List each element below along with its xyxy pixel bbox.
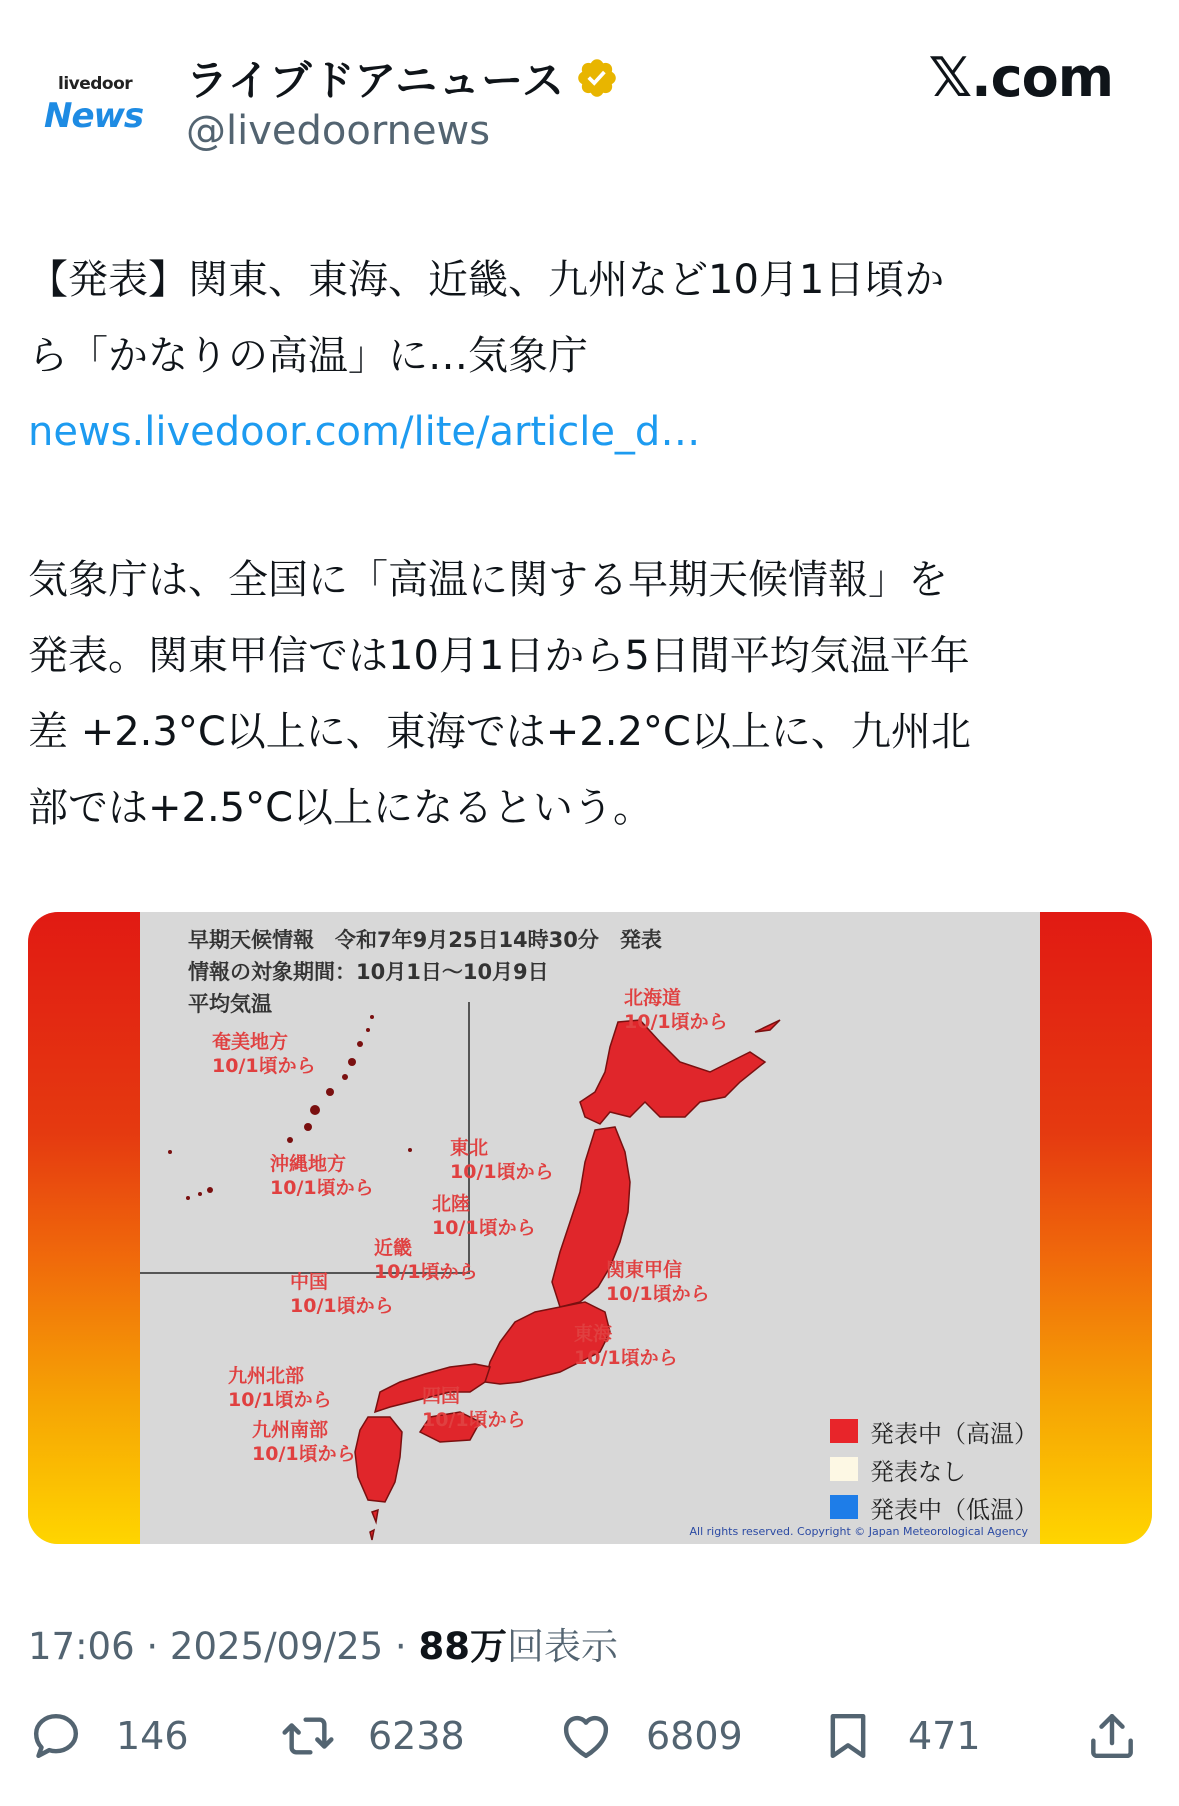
region-label-kyushu-south: 九州南部 10/1頃から (252, 1419, 356, 1465)
map-legend (830, 1412, 1038, 1526)
bookmark-icon (820, 1708, 876, 1764)
heart-icon (558, 1708, 614, 1764)
avatar-brand-bottom: News (44, 96, 144, 136)
repost-button[interactable] (280, 1708, 465, 1764)
region-label-hokuriku: 北陸 10/1頃から (432, 1193, 536, 1239)
region-label-kyushu-north: 九州北部 10/1頃から (228, 1365, 332, 1411)
gradient-border-right (1040, 912, 1152, 1544)
view-label: 回表示 (506, 1625, 618, 1668)
article-link[interactable]: news.livedoor.com/lite/article_d… (28, 409, 701, 455)
action-bar (0, 1700, 1179, 1790)
legend-item: 発表中（低温） (830, 1488, 1038, 1526)
region-label-chugoku: 中国 10/1頃から (290, 1271, 394, 1317)
share-icon (1084, 1708, 1140, 1764)
timestamp[interactable]: 17:06 · 2025/09/25 · (28, 1625, 419, 1668)
gradient-border-left (28, 912, 140, 1544)
tweet-paragraph (28, 542, 1158, 846)
handle[interactable]: @livedoornews (186, 108, 491, 154)
paragraph-line: 部では+2.5°C以上になるという。 (28, 785, 654, 831)
like-button[interactable] (558, 1708, 743, 1764)
reply-button[interactable] (28, 1708, 189, 1764)
map-header-line: 平均気温 (188, 992, 272, 1016)
region-label-shikoku: 四国 10/1頃から (422, 1385, 526, 1431)
like-count: 6809 (646, 1714, 743, 1758)
legend-item: 発表中（高温） (830, 1412, 1038, 1450)
paragraph-line: 発表。関東甲信では10月1日から5日間平均気温平年 (28, 633, 970, 679)
share-button[interactable] (1084, 1708, 1140, 1764)
avatar-brand-top: livedoor (58, 74, 133, 94)
tweet-meta (28, 1616, 618, 1670)
region-label-amami: 奄美地方 10/1頃から (212, 1031, 316, 1077)
map-header-line: 早期天候情報 令和7年9月25日14時30分 発表 (188, 928, 662, 952)
legend-swatch-none (830, 1457, 858, 1481)
map-copyright: All rights reserved. Copyright © Japan Meteorological Agency (689, 1525, 1028, 1538)
reply-icon (28, 1708, 84, 1764)
view-count: 88万 (418, 1625, 507, 1668)
tweet-text (28, 242, 1158, 470)
legend-swatch-low (830, 1495, 858, 1519)
tweet-line: ら「かなりの高温」に…気象庁 (28, 333, 588, 379)
legend-item: 発表なし (830, 1450, 1038, 1488)
tweet-line: 【発表】関東、東海、近畿、九州など10月1日頃か (28, 257, 945, 303)
bookmark-count: 471 (908, 1714, 981, 1758)
tweet-image[interactable] (28, 912, 1152, 1544)
name-row (186, 48, 619, 108)
repost-icon (280, 1708, 336, 1764)
tweet-header (0, 0, 1179, 200)
verified-badge-icon (575, 56, 619, 100)
weather-map (140, 912, 1040, 1544)
region-label-okinawa: 沖縄地方 10/1頃から (270, 1153, 374, 1199)
region-label-hokkaido: 北海道 10/1頃から (624, 987, 728, 1033)
region-label-tohoku: 東北 10/1頃から (450, 1137, 554, 1183)
region-label-kinki: 近畿 10/1頃から (374, 1237, 478, 1283)
legend-swatch-high (830, 1419, 858, 1443)
paragraph-line: 差 +2.3°C以上に、東海では+2.2°C以上に、九州北 (28, 709, 971, 755)
reply-count: 146 (116, 1714, 189, 1758)
map-header-line: 情報の対象期間：10月1日～10月9日 (188, 960, 549, 984)
x-logo[interactable]: 𝕏.com (928, 46, 1113, 109)
display-name[interactable]: ライブドアニュース (186, 56, 566, 105)
bookmark-button[interactable] (820, 1708, 981, 1764)
avatar[interactable] (30, 44, 160, 174)
region-label-kanto: 関東甲信 10/1頃から (606, 1259, 710, 1305)
paragraph-line: 気象庁は、全国に「高温に関する早期天候情報」を (28, 557, 948, 603)
repost-count: 6238 (368, 1714, 465, 1758)
region-label-tokai: 東海 10/1頃から (574, 1323, 678, 1369)
